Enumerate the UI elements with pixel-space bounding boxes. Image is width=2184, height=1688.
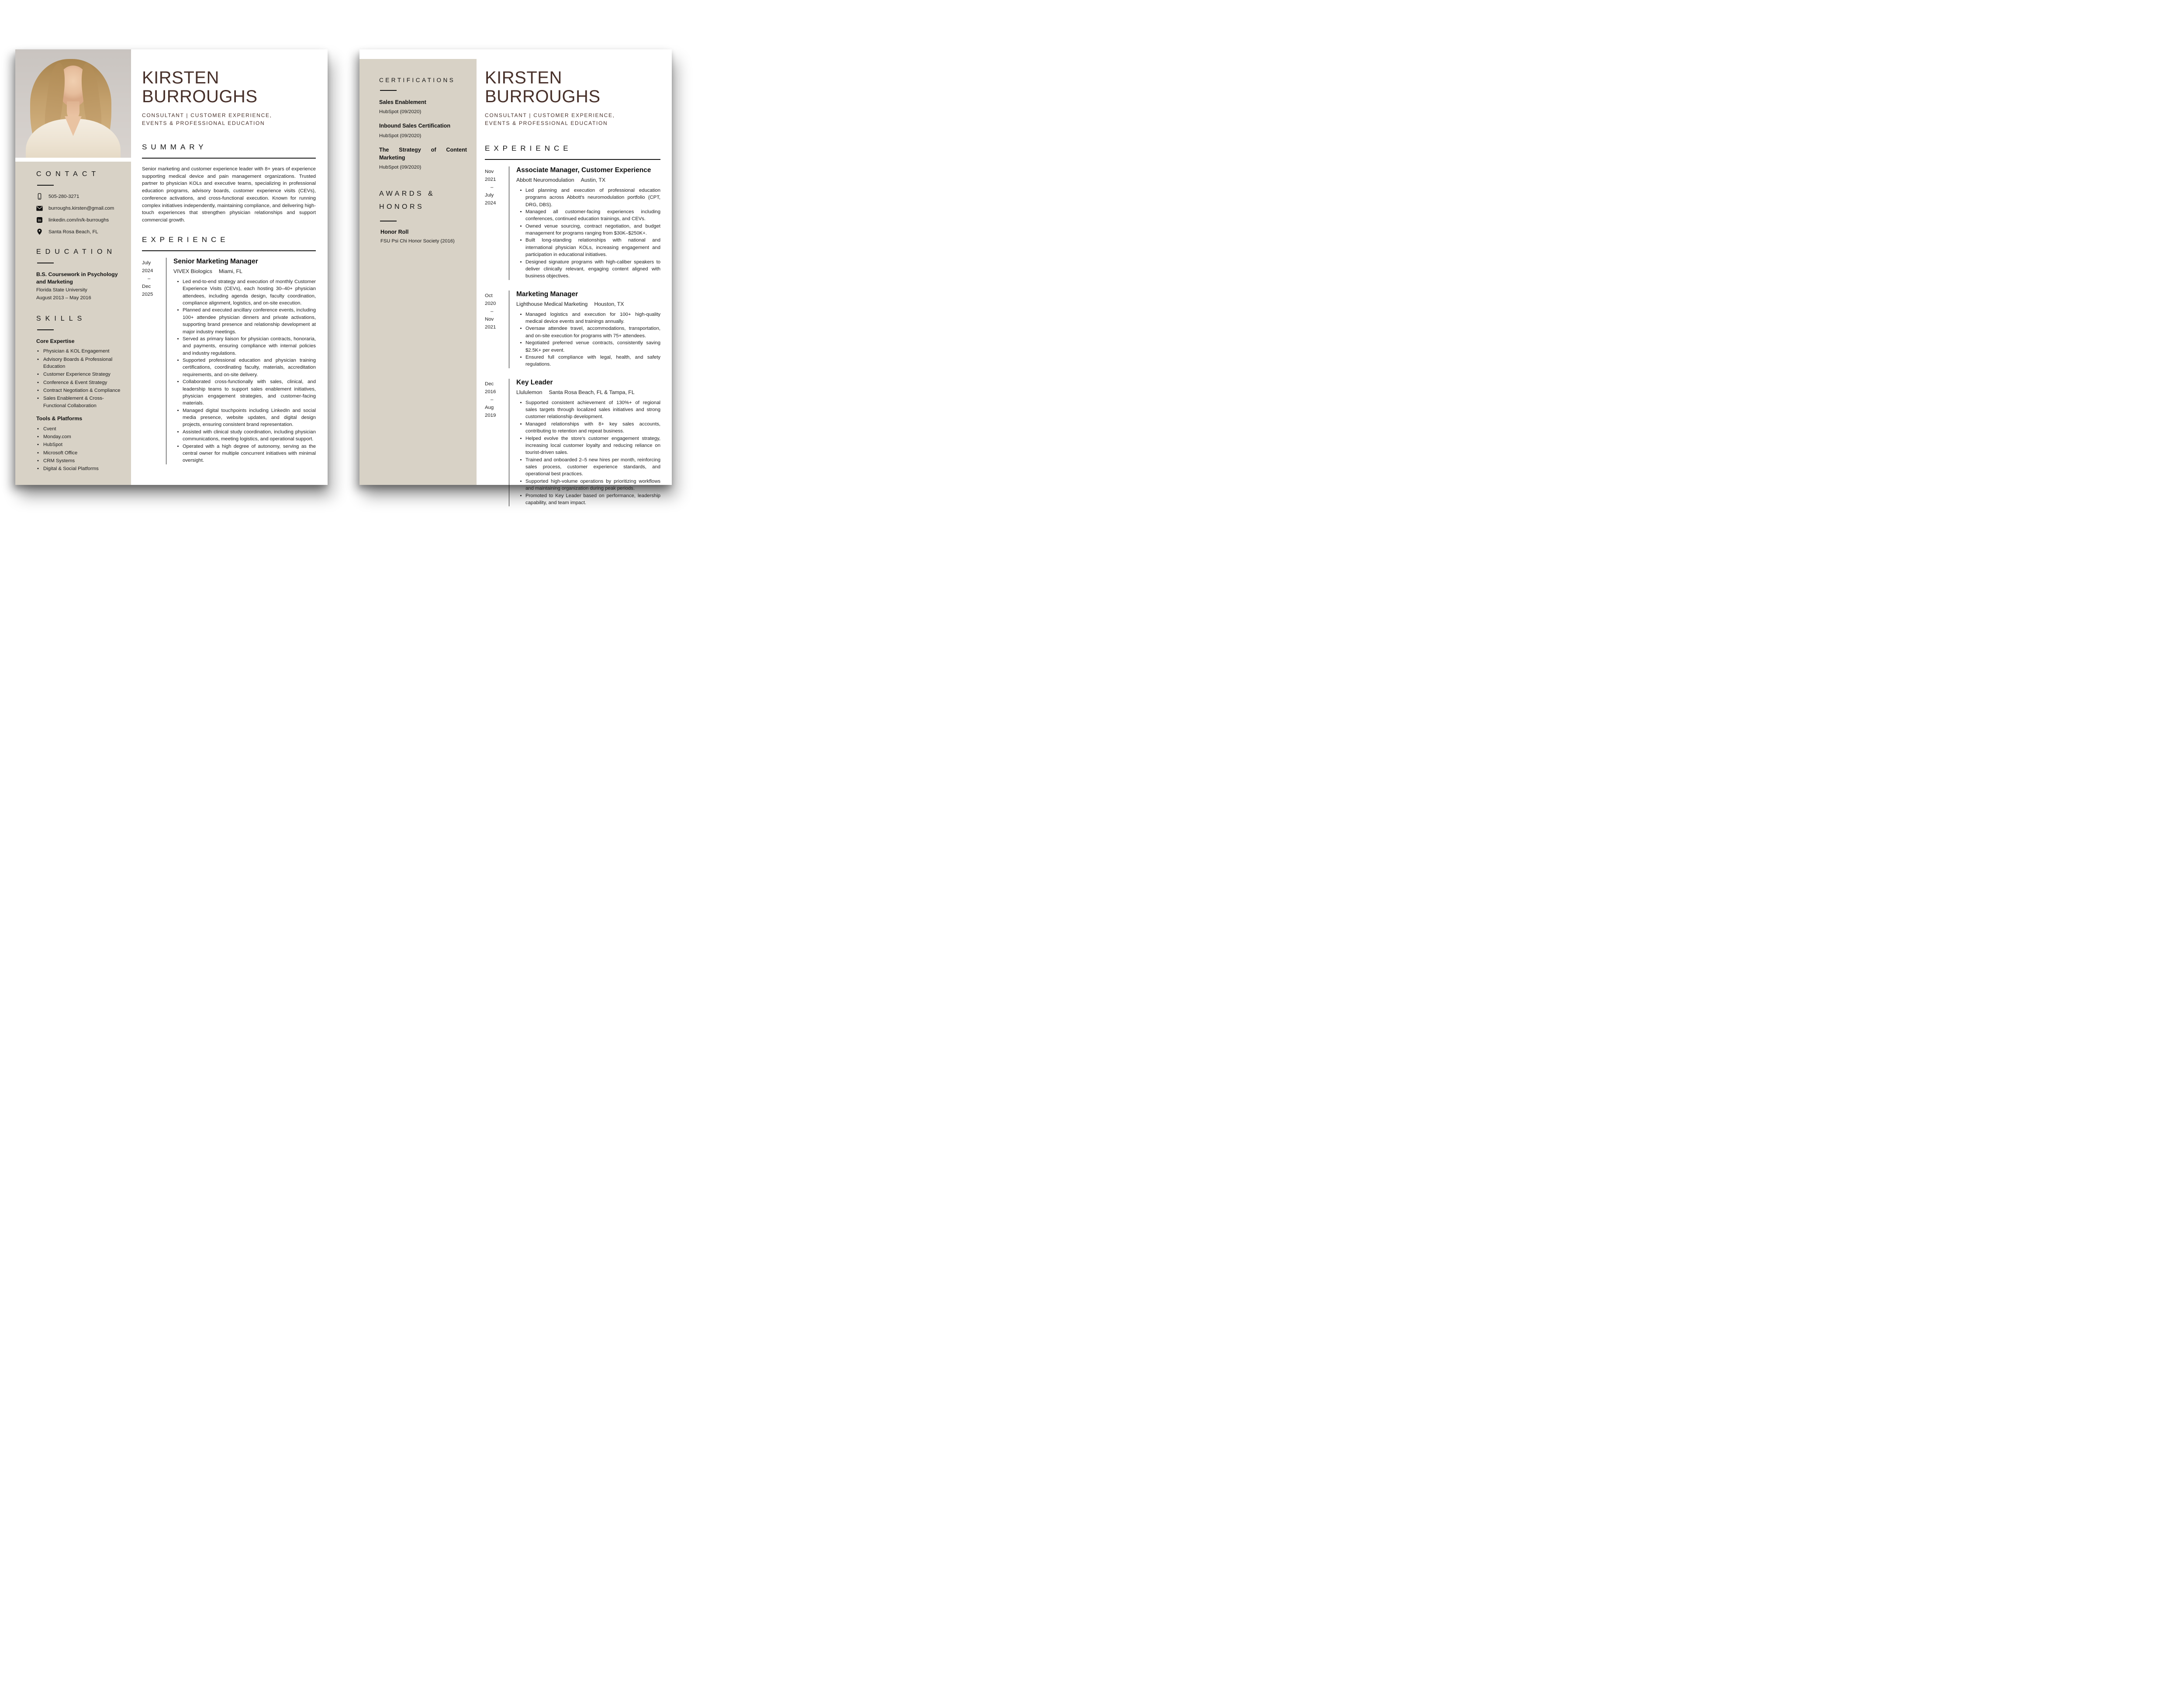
job-location: Santa Rosa Beach, FL & Tampa, FL	[549, 389, 635, 395]
skill-item	[36, 395, 123, 409]
bullet-dot: •	[177, 308, 179, 313]
experience-rule	[485, 159, 660, 160]
bullet-item	[516, 325, 660, 339]
summary-heading: SUMMARY	[142, 142, 207, 151]
skill-item	[36, 356, 123, 370]
experience-heading: EXPERIENCE	[142, 235, 229, 244]
bullet-item	[516, 223, 660, 237]
resume-page-2	[359, 49, 672, 505]
certification-issuer: HubSpot (09/2020)	[379, 133, 422, 138]
bullet-text: Ensured full compliance with legal, health, and safety regulations.	[525, 354, 660, 367]
skill-item	[36, 379, 123, 386]
job-body	[166, 258, 316, 464]
bullet-dot: •	[520, 209, 522, 214]
bullet-item	[516, 237, 660, 258]
job-company: Lighthouse Medical Marketing	[516, 301, 588, 307]
bullet-text: Served as primary liaison for physician contracts, honoraria, and payments, ensuring compliance with internal policies and industry regulations.	[183, 336, 316, 356]
bullet-dot: •	[177, 408, 179, 413]
skill-item-label: Monday.com	[43, 434, 71, 439]
job-date-line: Nov	[485, 169, 494, 174]
job-bullets	[516, 187, 660, 280]
page-title-name	[142, 69, 316, 106]
skill-item	[36, 457, 123, 464]
bullet-item	[516, 457, 660, 478]
job-entry	[485, 291, 660, 368]
contact-heading: CONTACT	[36, 170, 100, 178]
bullet-item	[173, 407, 316, 429]
bullet-dot: •	[177, 336, 179, 342]
bullet-dot: •	[520, 457, 522, 463]
skill-item	[36, 387, 123, 394]
bullet-dot: •	[37, 434, 39, 439]
skill-item-label: Digital & Social Platforms	[43, 466, 99, 472]
job-date-line: 2024	[142, 268, 153, 273]
bullet-dot: •	[37, 349, 39, 354]
bullet-dot: •	[520, 340, 522, 346]
job-date-line: Nov	[485, 316, 494, 322]
job-date-line: Dec	[485, 381, 494, 387]
mobile-phone-icon	[36, 193, 43, 200]
job-entry	[485, 166, 660, 280]
certification-name: Sales Enablement	[379, 99, 426, 105]
contact-item-phone	[36, 193, 123, 200]
bullet-dot: •	[37, 450, 39, 456]
skill-item-label: Physician & KOL Engagement	[43, 349, 110, 354]
sidebar-panel-2	[359, 59, 477, 485]
bullet-dot: •	[520, 238, 522, 243]
bullet-text: Assisted with clinical study coordination, including physician communications, meeting logistics, and operational support.	[183, 429, 316, 442]
skill-item	[36, 348, 123, 355]
bullet-text: Negotiated preferred venue contracts, consistently saving $2.5K+ per event.	[525, 340, 660, 353]
bullet-item	[516, 435, 660, 457]
education-dates: August 2013 – May 2016	[36, 295, 91, 301]
skill-item	[36, 465, 123, 472]
bullet-dot: •	[520, 259, 522, 265]
bullet-dot: •	[520, 436, 522, 441]
page1-main-column	[142, 49, 316, 475]
bullet-item	[516, 399, 660, 421]
bullet-text: Helped evolve the store's customer engagement strategy, increasing local customer loyalty and reducing reliance on tourist-driven sales.	[525, 436, 660, 456]
bullet-dot: •	[520, 493, 522, 498]
job-location: Austin, TX	[581, 176, 606, 183]
contact-rule	[37, 185, 54, 186]
bullet-text: Planned and executed ancillary conference events, including 100+ attendee physician dinners and private activations, supporting brand presence and relationship development at major industry meetings.	[183, 308, 316, 335]
certifications-heading: CERTIFICATIONS	[379, 77, 456, 83]
bullet-item	[173, 429, 316, 443]
job-company-line	[516, 301, 660, 307]
education-section	[36, 248, 123, 302]
job-company: Abbott Neuromodulation	[516, 176, 574, 183]
bullet-dot: •	[177, 443, 179, 449]
bullet-item	[516, 354, 660, 368]
job-location: Miami, FL	[218, 268, 242, 274]
name-line-1: KIRSTEN	[485, 68, 562, 87]
skill-item	[36, 425, 123, 432]
experience-rule	[142, 250, 316, 251]
job-date-line: 2016	[485, 389, 496, 394]
bullet-text: Supported professional education and physician training certifications, coordinating faculty, materials, accreditation requirements, and on-site delivery.	[183, 358, 316, 377]
job-date-line: 2021	[485, 324, 496, 330]
experience-list	[142, 258, 316, 464]
bullet-dot: •	[177, 429, 179, 435]
awards-heading-line-1: AWARDS &	[379, 190, 435, 197]
job-bullets	[516, 399, 660, 507]
bullet-dot: •	[37, 442, 39, 448]
skill-item-label: Microsoft Office	[43, 450, 78, 456]
summary-text: Senior marketing and customer experience leader with 8+ years of experience supporting medical device and pain management organizations. Trusted partner to physician KOLs and executive teams, specializing in professional education programs, advisory boards, customer experience visits (CEVs), conference activations, and cross-functional execution. Known for running complex initiatives independently, maintaining compliance, and delivering high-touch experiences that strengthen physician relationships and support commercial growth.	[142, 166, 316, 223]
bullet-text: Designed signature programs with high-caliber speakers to deliver clinically relevant, engaging content aligned with business objectives.	[525, 259, 660, 279]
subtitle-line-1: CONSULTANT | CUSTOMER EXPERIENCE,	[142, 112, 272, 118]
bullet-dot: •	[37, 458, 39, 464]
bullet-item	[173, 378, 316, 407]
bullet-dot: •	[520, 311, 522, 317]
job-date-line: Oct	[485, 293, 493, 298]
contact-email-value[interactable]: burroughs.kirsten@gmail.com	[48, 205, 114, 211]
page-subtitle	[142, 111, 316, 128]
certification-issuer: HubSpot (09/2020)	[379, 165, 422, 170]
certifications-rule	[380, 90, 397, 91]
job-date-dash: –	[491, 397, 494, 402]
awards-section	[379, 187, 467, 244]
skill-item-label: CRM Systems	[43, 458, 75, 464]
bullet-item	[173, 443, 316, 464]
awards-heading	[379, 187, 467, 214]
bullet-dot: •	[37, 380, 39, 385]
bullet-text: Oversaw attendee travel, accommodations, transportation, and on-site execution for programs with 75+ attendees.	[525, 326, 660, 339]
skills-rule	[37, 329, 54, 330]
bullet-text: Collaborated cross-functionally with sales, clinical, and leadership teams to support sales enablement initiatives, physician engagement strategies, and customer-facing materials.	[183, 379, 316, 406]
bullet-dot: •	[37, 466, 39, 472]
job-title: Associate Manager, Customer Experience	[516, 166, 651, 174]
job-date-dash: –	[491, 184, 494, 190]
certifications-section	[379, 77, 467, 170]
bullet-dot: •	[520, 421, 522, 427]
page-title-name	[485, 69, 660, 106]
bullet-dot: •	[37, 356, 39, 362]
bullet-text: Managed all customer-facing experiences including conferences, continued education trainings, and CEVs.	[525, 209, 660, 222]
certification-issuer: HubSpot (09/2020)	[379, 109, 422, 115]
skill-item-label: Advisory Boards & Professional Education	[43, 356, 113, 369]
location-pin-icon	[36, 228, 43, 235]
bullet-text: Managed digital touchpoints including LinkedIn and social media presence, website updates, and digital design projects, ensuring consistent brand representation.	[183, 408, 316, 428]
job-dates	[142, 258, 166, 464]
job-title: Key Leader	[516, 378, 553, 386]
award-item	[379, 229, 467, 244]
job-date-line: 2020	[485, 301, 496, 306]
page-subtitle	[485, 111, 660, 128]
skill-item-label: Sales Enablement & Cross-Functional Collaboration	[43, 396, 104, 408]
bullet-dot: •	[37, 372, 39, 377]
job-date-line: 2019	[485, 412, 496, 418]
name-line-2: BURROUGHS	[142, 86, 258, 106]
bullet-item	[516, 208, 660, 223]
job-bullets	[516, 311, 660, 368]
bullet-item	[173, 278, 316, 307]
bullet-text: Owned venue sourcing, contract negotiation, and budget management for programs ranging from $30K–$250K+.	[525, 223, 660, 236]
bullet-text: Supported high-volume operations by prioritizing workflows and maintaining organization during peak periods.	[525, 478, 660, 491]
skill-item-label: Customer Experience Strategy	[43, 372, 111, 377]
bullet-item	[516, 421, 660, 435]
bullet-text: Managed relationships with 8+ key sales accounts, contributing to retention and repeat business.	[525, 421, 660, 434]
bullet-item	[173, 307, 316, 336]
certification-item	[379, 98, 467, 114]
award-detail: FSU Psi Chi Honor Society (2016)	[380, 238, 455, 244]
bullet-text: Trained and onboarded 2–5 new hires per month, reinforcing sales process, customer experience standards, and operational best practices.	[525, 457, 660, 477]
contact-item-linkedin	[36, 217, 123, 223]
sidebar-panel	[15, 162, 131, 485]
job-entry	[485, 379, 660, 507]
certification-name: The Strategy of Content Marketing	[379, 146, 467, 161]
job-dates	[485, 379, 509, 507]
bullet-text: Built long-standing relationships with national and international physician KOLs, increasing engagement and participation in educational initiatives.	[525, 238, 660, 258]
bullet-item	[516, 259, 660, 280]
name-line-2: BURROUGHS	[485, 86, 601, 106]
job-company: Llululemon	[516, 389, 543, 395]
bullet-item	[516, 187, 660, 208]
bullet-text: Led end-to-end strategy and execution of monthly Customer Experience Visits (CEVs), each hosting 30–40+ physician attendees, including agenda design, faculty coordination, compliance alignment, logistics, and on-site execution.	[183, 279, 316, 306]
experience-heading: EXPERIENCE	[485, 144, 572, 152]
job-company: VIVEX Biologics	[173, 268, 212, 274]
skill-item-label: Conference & Event Strategy	[43, 380, 107, 385]
job-body	[509, 166, 660, 280]
bullet-dot: •	[37, 388, 39, 394]
skill-item-label: HubSpot	[43, 442, 62, 448]
contact-phone-value: 505-280-3271	[48, 194, 79, 199]
photo-neck-shape	[67, 101, 79, 119]
contact-section	[36, 170, 123, 235]
awards-heading-line-2: HONORS	[379, 203, 425, 211]
education-heading: EDUCATION	[36, 248, 117, 256]
skills-tools-list	[36, 425, 123, 473]
bullet-text: Led planning and execution of professional education programs across Abbott's neuromodulation portfolio (CPT, DRG, DBS).	[525, 187, 660, 208]
skill-item-label: Cvent	[43, 426, 56, 432]
skill-item	[36, 433, 123, 440]
skills-tools-title: Tools & Platforms	[36, 415, 83, 422]
bullet-item	[173, 357, 316, 378]
experience-list	[485, 166, 660, 507]
resume-canvas	[0, 0, 685, 529]
resume-page-1	[15, 49, 328, 485]
email-icon	[36, 205, 43, 211]
bullet-dot: •	[177, 379, 179, 385]
bullet-dot: •	[520, 187, 522, 193]
bullet-dot: •	[520, 478, 522, 484]
job-date-dash: –	[491, 308, 494, 314]
skills-core-title: Core Expertise	[36, 338, 75, 344]
job-body	[509, 379, 660, 507]
job-date-line: Dec	[142, 284, 151, 289]
job-date-line: 2025	[142, 291, 153, 297]
job-date-line: 2024	[485, 200, 496, 206]
contact-item-location	[36, 228, 123, 235]
skill-item-label: Contract Negotiation & Compliance	[43, 388, 121, 394]
bullet-dot: •	[177, 279, 179, 284]
job-date-line: Aug	[485, 405, 494, 410]
job-company-line	[173, 268, 316, 274]
skill-item	[36, 441, 123, 448]
skill-item	[36, 371, 123, 378]
job-company-line	[516, 177, 660, 183]
bullet-text: Operated with a high degree of autonomy, serving as the central owner for multiple concurrent initiatives with minimal oversight.	[183, 443, 316, 464]
certification-item	[379, 146, 467, 170]
job-date-line: July	[485, 192, 494, 198]
summary-rule	[142, 158, 316, 159]
contact-item-email	[36, 205, 123, 211]
job-location: Houston, TX	[594, 301, 624, 307]
contact-linkedin-value[interactable]: linkedin.com/in/k-burroughs	[48, 217, 109, 223]
certification-name: Inbound Sales Certification	[379, 123, 451, 129]
certification-item	[379, 122, 467, 138]
skill-item	[36, 450, 123, 457]
skills-heading: SKILLS	[36, 315, 86, 322]
education-school: Florida State University	[36, 287, 87, 293]
skills-core-list	[36, 348, 123, 409]
bullet-item	[516, 492, 660, 507]
bullet-text: Managed logistics and execution for 100+ high-quality medical device events and trainings annually.	[525, 311, 660, 325]
job-entry	[142, 258, 316, 464]
bullet-item	[516, 339, 660, 354]
job-date-line: 2021	[485, 176, 496, 182]
bullet-dot: •	[177, 358, 179, 363]
bullet-item	[516, 478, 660, 492]
job-title: Senior Marketing Manager	[173, 257, 258, 265]
job-body	[509, 291, 660, 368]
page2-main-column	[485, 49, 660, 517]
bullet-text: Supported consistent achievement of 130%+ of regional sales targets through localized sales initiatives and strong customer relationship development.	[525, 400, 660, 420]
skills-section	[36, 315, 123, 473]
contact-location-value: Santa Rosa Beach, FL	[48, 229, 98, 235]
subtitle-line-1: CONSULTANT | CUSTOMER EXPERIENCE,	[485, 112, 615, 118]
bullet-item	[516, 311, 660, 325]
bullet-item	[173, 336, 316, 357]
bullet-text: Promoted to Key Leader based on performance, leadership capability, and team impact.	[525, 493, 660, 505]
bullet-dot: •	[520, 223, 522, 229]
award-name: Honor Roll	[380, 228, 409, 235]
subtitle-line-2: EVENTS & PROFESSIONAL EDUCATION	[142, 120, 265, 127]
bullet-dot: •	[37, 396, 39, 401]
bullet-dot: •	[520, 326, 522, 332]
subtitle-line-2: EVENTS & PROFESSIONAL EDUCATION	[485, 120, 608, 127]
bullet-dot: •	[520, 400, 522, 405]
profile-photo	[15, 49, 131, 158]
job-dates	[485, 166, 509, 280]
job-company-line	[516, 389, 660, 395]
name-line-1: KIRSTEN	[142, 68, 219, 87]
bullet-dot: •	[37, 426, 39, 432]
job-bullets	[173, 278, 316, 464]
job-title: Marketing Manager	[516, 290, 578, 298]
job-dates	[485, 291, 509, 368]
bullet-dot: •	[520, 354, 522, 360]
linkedin-icon	[36, 217, 43, 223]
education-degree: B.S. Coursework in Psychology and Marketing	[36, 271, 118, 285]
job-date-dash: –	[148, 276, 151, 281]
job-date-line: July	[142, 260, 151, 266]
